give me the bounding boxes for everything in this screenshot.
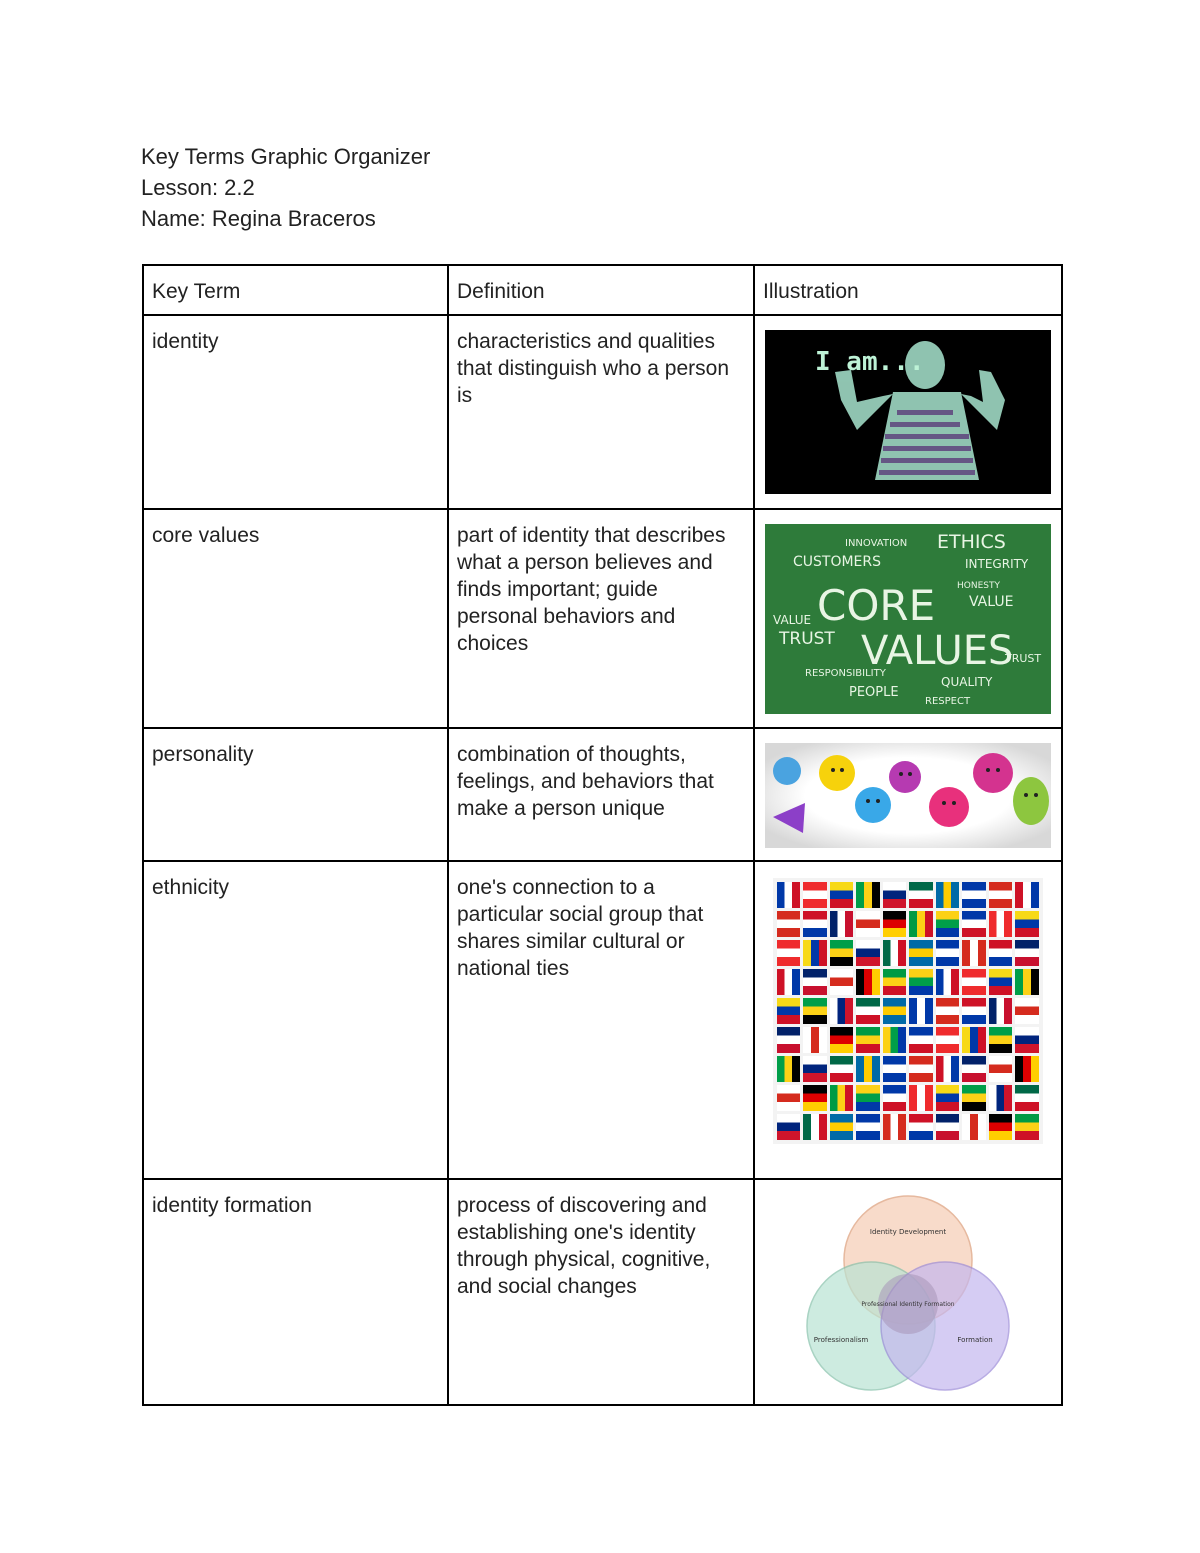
flag-icon bbox=[962, 1114, 986, 1140]
core-values-word: RESPECT bbox=[924, 696, 970, 707]
flag-icon bbox=[989, 998, 1013, 1024]
flag-icon bbox=[777, 969, 801, 995]
flag-icon bbox=[1015, 998, 1039, 1024]
flag-icon bbox=[883, 1027, 907, 1053]
flag-icon bbox=[883, 1085, 907, 1111]
table-row bbox=[143, 728, 1062, 861]
core-values-word: HONESTY bbox=[956, 581, 1000, 591]
flag-icon bbox=[962, 1085, 986, 1111]
key-term-cell: identity formation bbox=[143, 1179, 448, 1405]
flag-icon bbox=[883, 911, 907, 937]
column-header-key-term: Key Term bbox=[143, 265, 448, 315]
flag-icon bbox=[962, 1027, 986, 1053]
flag-icon bbox=[803, 1114, 827, 1140]
flag-icon bbox=[909, 1114, 933, 1140]
core-values-illustration bbox=[765, 524, 1051, 714]
key-term-cell: identity bbox=[143, 315, 448, 509]
flag-icon bbox=[830, 1027, 854, 1053]
key-term-cell: personality bbox=[143, 728, 448, 861]
flag-icon bbox=[777, 911, 801, 937]
core-values-word: VALUE bbox=[968, 594, 1013, 610]
flag-icon bbox=[989, 882, 1013, 908]
illustration-cell bbox=[754, 509, 1062, 728]
flag-icon bbox=[936, 998, 960, 1024]
flag-icon bbox=[830, 1114, 854, 1140]
flag-icon bbox=[989, 911, 1013, 937]
flag-icon bbox=[883, 1114, 907, 1140]
illustration-cell bbox=[754, 1179, 1062, 1405]
flag-icon bbox=[883, 998, 907, 1024]
core-values-word: CUSTOMERS bbox=[792, 554, 881, 570]
definition-cell: part of identity that describes what a person believes and finds important; guide personal behaviors and choices bbox=[448, 509, 754, 728]
flag-icon bbox=[936, 1027, 960, 1053]
flag-icon bbox=[989, 1056, 1013, 1082]
flag-icon bbox=[830, 998, 854, 1024]
flag-icon bbox=[883, 1056, 907, 1082]
table-row bbox=[143, 861, 1062, 1179]
flag-icon bbox=[909, 998, 933, 1024]
core-values-word: TRUST bbox=[1004, 652, 1041, 665]
flag-icon bbox=[989, 1114, 1013, 1140]
flag-icon bbox=[989, 1085, 1013, 1111]
table-row bbox=[143, 1179, 1062, 1405]
flag-icon bbox=[830, 940, 854, 966]
flag-icon bbox=[856, 940, 880, 966]
flag-icon bbox=[1015, 1114, 1039, 1140]
flag-icon bbox=[830, 911, 854, 937]
flag-icon bbox=[1015, 1056, 1039, 1082]
document-title: Key Terms Graphic Organizer bbox=[141, 144, 431, 169]
flag-icon bbox=[777, 1114, 801, 1140]
flag-icon bbox=[830, 969, 854, 995]
flag-icon bbox=[777, 1056, 801, 1082]
flag-icon bbox=[777, 1027, 801, 1053]
identity-illustration bbox=[765, 330, 1051, 494]
definition-cell: one's connection to a particular social group that shares similar cultural or national ties bbox=[448, 861, 754, 1179]
core-values-word: PEOPLE bbox=[848, 685, 899, 700]
key-term-cell: core values bbox=[143, 509, 448, 728]
lesson-label: Lesson: 2.2 bbox=[141, 175, 255, 200]
flag-icon bbox=[909, 882, 933, 908]
illustration-cell bbox=[754, 861, 1062, 1179]
flag-icon bbox=[909, 1027, 933, 1053]
flag-icon bbox=[909, 1056, 933, 1082]
flag-icon bbox=[856, 1027, 880, 1053]
flag-icon bbox=[909, 1085, 933, 1111]
venn-label-professionalism: Professionalism bbox=[813, 1336, 868, 1344]
flag-icon bbox=[803, 1027, 827, 1053]
flag-icon bbox=[856, 1056, 880, 1082]
venn-label-center: Professional Identity Formation bbox=[860, 1301, 955, 1308]
flag-icon bbox=[777, 998, 801, 1024]
core-values-word: RESPONSIBILITY bbox=[804, 668, 886, 679]
table-row bbox=[143, 315, 1062, 509]
flag-icon bbox=[1015, 969, 1039, 995]
core-values-main-word: VALUES bbox=[860, 628, 1013, 674]
flag-icon bbox=[856, 969, 880, 995]
flag-icon bbox=[989, 940, 1013, 966]
flag-icon bbox=[856, 1085, 880, 1111]
flag-icon bbox=[803, 998, 827, 1024]
flag-icon bbox=[803, 882, 827, 908]
definition-cell: process of discovering and establishing one's identity through physical, cognitive, and social changes bbox=[448, 1179, 754, 1405]
flag-icon bbox=[883, 940, 907, 966]
flag-icon bbox=[803, 1056, 827, 1082]
venn-label-formation: Formation bbox=[956, 1336, 993, 1344]
table-row bbox=[143, 509, 1062, 728]
table-header-row bbox=[143, 265, 1062, 315]
personality-illustration bbox=[765, 743, 1051, 848]
flag-icon bbox=[936, 969, 960, 995]
flag-icon bbox=[936, 911, 960, 937]
flag-icon bbox=[1015, 940, 1039, 966]
core-values-main-word: CORE bbox=[816, 581, 935, 630]
venn-label-identity-development: Identity Development bbox=[869, 1228, 946, 1236]
flag-icon bbox=[936, 1085, 960, 1111]
document-header bbox=[141, 141, 430, 234]
flag-icon bbox=[883, 882, 907, 908]
flag-icon bbox=[909, 911, 933, 937]
flag-icon bbox=[962, 940, 986, 966]
core-values-word: ETHICS bbox=[936, 531, 1006, 553]
core-values-word: VALUE bbox=[772, 613, 811, 627]
flag-icon bbox=[1015, 911, 1039, 937]
core-values-word: INTEGRITY bbox=[964, 557, 1028, 571]
flag-icon bbox=[1015, 1027, 1039, 1053]
key-term-cell: ethnicity bbox=[143, 861, 448, 1179]
flag-icon bbox=[962, 882, 986, 908]
flag-icon bbox=[803, 911, 827, 937]
flag-icon bbox=[777, 1085, 801, 1111]
column-header-illustration: Illustration bbox=[754, 265, 1062, 315]
flag-icon bbox=[936, 882, 960, 908]
flag-icon bbox=[936, 1056, 960, 1082]
flag-icon bbox=[989, 1027, 1013, 1053]
flag-icon bbox=[962, 998, 986, 1024]
core-values-word: TRUST bbox=[778, 629, 835, 649]
flag-icon bbox=[830, 1085, 854, 1111]
column-header-definition: Definition bbox=[448, 265, 754, 315]
flag-icon bbox=[1015, 882, 1039, 908]
flag-icon bbox=[856, 882, 880, 908]
student-name: Name: Regina Braceros bbox=[141, 206, 376, 231]
flag-icon bbox=[962, 969, 986, 995]
flag-icon bbox=[989, 969, 1013, 995]
identity-formation-venn-diagram bbox=[803, 1194, 1013, 1394]
flag-icon bbox=[777, 882, 801, 908]
flag-icon bbox=[962, 1056, 986, 1082]
illustration-cell bbox=[754, 315, 1062, 509]
ethnicity-illustration bbox=[773, 878, 1043, 1144]
core-values-word: QUALITY bbox=[940, 675, 992, 689]
flag-icon bbox=[936, 940, 960, 966]
flag-icon bbox=[830, 882, 854, 908]
flag-icon bbox=[1015, 1085, 1039, 1111]
flag-icon bbox=[909, 969, 933, 995]
definition-cell: characteristics and qualities that distinguish who a person is bbox=[448, 315, 754, 509]
flag-icon bbox=[856, 998, 880, 1024]
flag-icon bbox=[777, 940, 801, 966]
flag-icon bbox=[803, 1085, 827, 1111]
flag-icon bbox=[883, 969, 907, 995]
flag-icon bbox=[962, 911, 986, 937]
core-values-word: INNOVATION bbox=[844, 538, 907, 549]
flag-icon bbox=[856, 1114, 880, 1140]
illustration-cell bbox=[754, 728, 1062, 861]
key-terms-table bbox=[142, 264, 1063, 1406]
flag-icon bbox=[830, 1056, 854, 1082]
flag-icon bbox=[803, 940, 827, 966]
flag-icon bbox=[803, 969, 827, 995]
flag-icon bbox=[909, 940, 933, 966]
flags-grid bbox=[773, 878, 1043, 1144]
identity-illustration-text: I am... bbox=[814, 347, 925, 377]
flag-icon bbox=[936, 1114, 960, 1140]
flag-icon bbox=[856, 911, 880, 937]
definition-cell: combination of thoughts, feelings, and behaviors that make a person unique bbox=[448, 728, 754, 861]
